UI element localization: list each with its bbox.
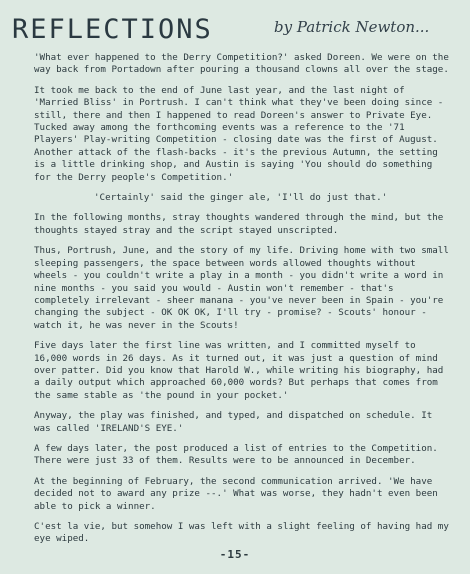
header (12, 10, 454, 50)
paragraph: Five days later the first line was written, and I committed myself to 16,000 words in 26 days. As it turned out, it was just a question of mind over patter. Did you know that Harold W., while writing his biography, had a daily output which approached 60,000 words? But perhaps that comes from the same stable as 'the pound in your pocket.' (34, 340, 444, 401)
page-number: -15- (219, 548, 251, 561)
paragraph: 'Certainly' said the ginger ale, 'I'll do just that.' (94, 192, 388, 204)
paragraph: It took me back to the end of June last year, and the last night of 'Married Bliss' in Portrush. I can't think what they've been doing since - still, there and then I happened to read Doreen's answer to Private Eye. Tucked away among the forthcoming events was a reference to the '71 Players' Play-writing Competition - closing date was the first of August. Another attack of the flash-backs - it's the previous Autumn, the setting is a little drinking shop, and Austin is saying 'You should do something for the Derry people's Competition.' (34, 84, 444, 183)
author-byline: by Patrick Newton... (274, 18, 430, 36)
paragraph: 'What ever happened to the Derry Competition?' asked Doreen. We were on the way back from Portadown after pouring a thousand clowns all over the stage. (34, 52, 449, 76)
paragraph: C'est la vie, but somehow I was left with a slight feeling of having had my eye wiped. (34, 521, 449, 545)
page-title: REFLECTIONS (12, 14, 213, 45)
paragraph: A few days later, the post produced a list of entries to the Competition. There were just 33 of them. Results were to be announced in December. (34, 442, 438, 467)
paragraph: At the beginning of February, the second communication arrived. 'We have decided not to award any prize --.' What was worse, they hadn't even been able to pick a winner. (34, 475, 438, 512)
paragraph: In the following months, stray thoughts wandered through the mind, but the thoughts stayed stray and the script stayed unscripted. (34, 212, 444, 236)
paragraph: Thus, Portrush, June, and the story of my life. Driving home with two small sleeping passengers, the space between words allowed thoughts without wheels - you couldn't write a play in a month - you didn't write a word in nine months - you said you would - Austin won't remember - that's completely irrelevant - sheer manana - you've never been in Spain - you're changing the subject - OK OK OK, I'll try - promise? - Scouts' honour - watch it, he was never in the Scouts! (34, 245, 449, 331)
paragraph: Anyway, the play was finished, and typed, and dispatched on schedule. It was called 'IRELAND'S EYE.' (34, 410, 433, 434)
article-body (34, 52, 454, 546)
